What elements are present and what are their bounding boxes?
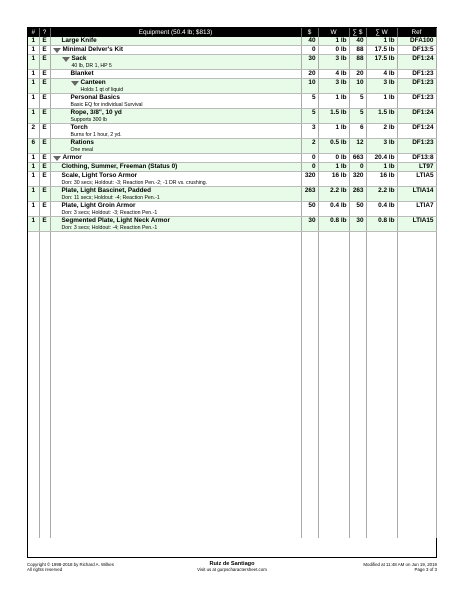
- ext-weight-cell: 17.5 lb: [366, 55, 397, 70]
- disclosure-triangle-icon[interactable]: [53, 156, 61, 161]
- ext-weight-cell: 0.4 lb: [366, 202, 397, 217]
- character-name: Ruiz de Santiago: [209, 561, 255, 567]
- ext-weight-cell: 3 lb: [366, 139, 397, 154]
- ext-weight-cell: 2.2 lb: [366, 187, 397, 202]
- ext-weight-cell: 16 lb: [366, 172, 397, 187]
- cost-cell: 30: [301, 217, 318, 232]
- state-cell[interactable]: E: [39, 154, 50, 163]
- copyright-text: Copyright © 1998-2018 by Richard A. Wilkes: [27, 562, 114, 567]
- cost-cell: 320: [301, 172, 318, 187]
- state-cell[interactable]: E: [39, 217, 50, 232]
- item-note: Don: 30 secs; Holdout: -3; Reaction Pen.-2; -1 DR vs. crushing.: [61, 180, 208, 186]
- ext-weight-cell: 1 lb: [366, 94, 397, 109]
- ref-cell[interactable]: DF13:5: [397, 46, 436, 55]
- item-name: Scale, Light Torso Armor: [61, 172, 138, 179]
- weight-cell: 0 lb: [318, 46, 349, 55]
- empty-cell: [366, 232, 397, 539]
- weight-cell: 2.2 lb: [318, 187, 349, 202]
- ref-cell[interactable]: DF13:8: [397, 154, 436, 163]
- ext-weight-cell: 1 lb: [366, 163, 397, 172]
- ext-cost-cell: 40: [349, 37, 366, 46]
- qty-cell[interactable]: 6: [28, 139, 39, 154]
- qty-cell[interactable]: 1: [28, 172, 39, 187]
- table-row[interactable]: [28, 217, 436, 232]
- item-name: Blanket: [70, 70, 94, 77]
- item-note: Don: 3 secs; Holdout: -3; Reaction Pen.-1: [61, 210, 158, 216]
- description-cell: [50, 70, 301, 79]
- modified-text: Modified at 11:48 AM on Jun 19, 2019: [363, 562, 437, 567]
- page-number: Page 3 of 3: [414, 567, 437, 573]
- ref-cell[interactable]: LTIA7: [397, 202, 436, 217]
- column-ext-cost[interactable]: ∑ $: [349, 28, 366, 37]
- item-note: 40 lb, DR 1, HP 5: [71, 63, 112, 69]
- column-state[interactable]: ?: [39, 28, 50, 37]
- table-row[interactable]: [28, 139, 436, 154]
- table-header: [28, 28, 436, 37]
- table-row[interactable]: [28, 202, 436, 217]
- state-cell[interactable]: E: [39, 139, 50, 154]
- website-text: Visit us at gurpscharactersheet.com: [197, 567, 267, 573]
- description-cell: [50, 187, 301, 202]
- item-name: Segmented Plate, Light Neck Armor: [61, 217, 170, 224]
- empty-cell: [301, 232, 318, 539]
- ext-weight-cell: 17.5 lb: [366, 46, 397, 55]
- ext-cost-cell: 263: [349, 187, 366, 202]
- table-row[interactable]: [28, 70, 436, 79]
- description-cell: [50, 79, 301, 94]
- weight-cell: 0.8 lb: [318, 217, 349, 232]
- disclosure-triangle-icon[interactable]: [53, 48, 61, 53]
- ext-weight-cell: 20.4 lb: [366, 154, 397, 163]
- empty-cell: [318, 232, 349, 539]
- disclosure-triangle-icon[interactable]: [62, 57, 70, 62]
- item-name: Rations: [70, 139, 94, 146]
- cost-cell: 263: [301, 187, 318, 202]
- description-cell: [50, 46, 301, 55]
- item-name: Plate, Light Bascinet, Padded: [61, 187, 151, 194]
- ext-cost-cell: 88: [349, 46, 366, 55]
- column-ext-weight[interactable]: ∑ W: [366, 28, 397, 37]
- weight-cell: 1 lb: [318, 124, 349, 139]
- qty-cell[interactable]: 1: [28, 202, 39, 217]
- weight-cell: 1.5 lb: [318, 109, 349, 124]
- state-cell[interactable]: E: [39, 172, 50, 187]
- state-cell[interactable]: E: [39, 46, 50, 55]
- item-name: Large Knife: [61, 37, 97, 44]
- description-cell: [50, 217, 301, 232]
- table-row[interactable]: [28, 37, 436, 46]
- weight-cell: 4 lb: [318, 70, 349, 79]
- description-cell: [50, 154, 301, 163]
- column-ref[interactable]: Ref: [397, 28, 436, 37]
- state-cell[interactable]: E: [39, 37, 50, 46]
- empty-cell: [39, 232, 50, 539]
- empty-cell: [349, 232, 366, 539]
- column-cost[interactable]: $: [301, 28, 318, 37]
- cost-cell: 40: [301, 37, 318, 46]
- description-cell: [50, 55, 301, 70]
- cost-cell: 0: [301, 163, 318, 172]
- state-cell[interactable]: E: [39, 94, 50, 109]
- table-row[interactable]: [28, 124, 436, 139]
- ext-cost-cell: 0: [349, 163, 366, 172]
- empty-filler-row: [28, 232, 436, 539]
- item-name: Torch: [70, 124, 88, 131]
- ref-cell[interactable]: LTIA15: [397, 217, 436, 232]
- item-name: Armor: [62, 154, 82, 161]
- ext-cost-cell: 5: [349, 94, 366, 109]
- table-row[interactable]: [28, 163, 436, 172]
- column-qty[interactable]: #: [28, 28, 39, 37]
- table-row[interactable]: [28, 109, 436, 124]
- column-equipment[interactable]: Equipment (50.4 lb; $813): [50, 28, 301, 37]
- description-cell: [50, 202, 301, 217]
- table-row[interactable]: [28, 172, 436, 187]
- state-cell[interactable]: E: [39, 55, 50, 70]
- item-note: Don: 11 secs; Holdout: -4; Reaction Pen.-1: [61, 195, 160, 201]
- item-note: Basic EQ for individual Survival: [70, 102, 143, 108]
- ext-cost-cell: 10: [349, 79, 366, 94]
- weight-cell: 0 lb: [318, 154, 349, 163]
- description-cell: [50, 94, 301, 109]
- rights-text: All rights reserved: [27, 567, 63, 573]
- table-row[interactable]: [28, 154, 436, 163]
- item-note: One meal: [70, 147, 93, 153]
- item-name: Personal Basics: [70, 94, 120, 101]
- qty-cell[interactable]: 1: [28, 217, 39, 232]
- description-cell: [50, 109, 301, 124]
- ref-cell[interactable]: DF1:24: [397, 124, 436, 139]
- state-cell[interactable]: E: [39, 79, 50, 94]
- description-cell: [50, 139, 301, 154]
- state-cell[interactable]: E: [39, 109, 50, 124]
- ext-weight-cell: 1.5 lb: [366, 109, 397, 124]
- ext-cost-cell: 12: [349, 139, 366, 154]
- table-row[interactable]: [28, 94, 436, 109]
- table-row[interactable]: [28, 46, 436, 55]
- empty-cell: [50, 232, 301, 539]
- empty-cell: [397, 232, 436, 539]
- cost-cell: 2: [301, 139, 318, 154]
- description-cell: [50, 172, 301, 187]
- cost-cell: 20: [301, 70, 318, 79]
- ext-cost-cell: 88: [349, 55, 366, 70]
- weight-cell: 3 lb: [318, 55, 349, 70]
- ref-cell[interactable]: DF1:24: [397, 109, 436, 124]
- ext-weight-cell: 0.8 lb: [366, 217, 397, 232]
- weight-cell: 3 lb: [318, 79, 349, 94]
- ref-cell[interactable]: LTIA14: [397, 187, 436, 202]
- ref-cell[interactable]: DF1:23: [397, 70, 436, 79]
- ext-weight-cell: 4 lb: [366, 70, 397, 79]
- qty-cell[interactable]: 2: [28, 124, 39, 139]
- description-cell: [50, 124, 301, 139]
- item-name: Clothing, Summer, Freeman (Status 0): [61, 163, 178, 170]
- weight-cell: 0.5 lb: [318, 139, 349, 154]
- ref-cell[interactable]: LT97: [397, 163, 436, 172]
- description-cell: [50, 163, 301, 172]
- table-row[interactable]: [28, 187, 436, 202]
- qty-cell[interactable]: 1: [28, 37, 39, 46]
- ref-cell[interactable]: DF1:24: [397, 55, 436, 70]
- qty-cell[interactable]: 1: [28, 94, 39, 109]
- ext-weight-cell: 2 lb: [366, 124, 397, 139]
- ext-cost-cell: 30: [349, 217, 366, 232]
- qty-cell[interactable]: 1: [28, 109, 39, 124]
- table-row[interactable]: [28, 79, 436, 94]
- cost-cell: 3: [301, 124, 318, 139]
- state-cell[interactable]: E: [39, 70, 50, 79]
- ref-cell[interactable]: LTIA5: [397, 172, 436, 187]
- cost-cell: 50: [301, 202, 318, 217]
- weight-cell: 16 lb: [318, 172, 349, 187]
- equipment-sheet: [27, 27, 437, 558]
- weight-cell: 1 lb: [318, 163, 349, 172]
- item-note: Don: 3 secs; Holdout: -4; Reaction Pen.-1: [61, 225, 158, 231]
- item-note: Holds 1 qt of liquid: [80, 87, 124, 93]
- equipment-table: [28, 28, 437, 538]
- weight-cell: 0.4 lb: [318, 202, 349, 217]
- ext-cost-cell: 5: [349, 109, 366, 124]
- ext-cost-cell: 50: [349, 202, 366, 217]
- weight-cell: 1 lb: [318, 37, 349, 46]
- ext-cost-cell: 20: [349, 70, 366, 79]
- cost-cell: 10: [301, 79, 318, 94]
- state-cell[interactable]: E: [39, 124, 50, 139]
- item-note: Supports 300 lb: [70, 117, 107, 123]
- state-cell[interactable]: E: [39, 202, 50, 217]
- ext-weight-cell: 1 lb: [366, 37, 397, 46]
- weight-cell: 1 lb: [318, 94, 349, 109]
- cost-cell: 0: [301, 46, 318, 55]
- item-name: Rope, 3/8", 10 yd: [70, 109, 122, 116]
- disclosure-triangle-icon[interactable]: [71, 81, 79, 86]
- qty-cell[interactable]: 1: [28, 55, 39, 70]
- cost-cell: 5: [301, 109, 318, 124]
- ref-cell[interactable]: DFA100: [397, 37, 436, 46]
- item-name: Canteen: [80, 79, 106, 86]
- item-note: Burns for 1 hour, 2 yd.: [70, 132, 122, 138]
- qty-cell[interactable]: 1: [28, 70, 39, 79]
- item-name: Minimal Delver's Kit: [62, 46, 123, 53]
- empty-cell: [28, 232, 39, 539]
- ext-cost-cell: 6: [349, 124, 366, 139]
- description-cell: [50, 37, 301, 46]
- cost-cell: 30: [301, 55, 318, 70]
- qty-cell[interactable]: 1: [28, 187, 39, 202]
- ref-cell[interactable]: DF1:23: [397, 139, 436, 154]
- cost-cell: 0: [301, 154, 318, 163]
- state-cell[interactable]: E: [39, 187, 50, 202]
- ext-cost-cell: 663: [349, 154, 366, 163]
- qty-cell[interactable]: 1: [28, 79, 39, 94]
- ext-cost-cell: 320: [349, 172, 366, 187]
- ref-cell[interactable]: DF1:23: [397, 94, 436, 109]
- ref-cell[interactable]: DF1:23: [397, 79, 436, 94]
- item-name: Sack: [71, 55, 87, 62]
- qty-cell[interactable]: 1: [28, 163, 39, 172]
- ext-weight-cell: 3 lb: [366, 79, 397, 94]
- cost-cell: 5: [301, 94, 318, 109]
- state-cell[interactable]: E: [39, 163, 50, 172]
- page-footer: [27, 562, 437, 578]
- qty-cell[interactable]: 1: [28, 154, 39, 163]
- column-weight[interactable]: W: [318, 28, 349, 37]
- table-row[interactable]: [28, 55, 436, 70]
- qty-cell[interactable]: 1: [28, 46, 39, 55]
- item-name: Plate, Light Groin Armor: [61, 202, 136, 209]
